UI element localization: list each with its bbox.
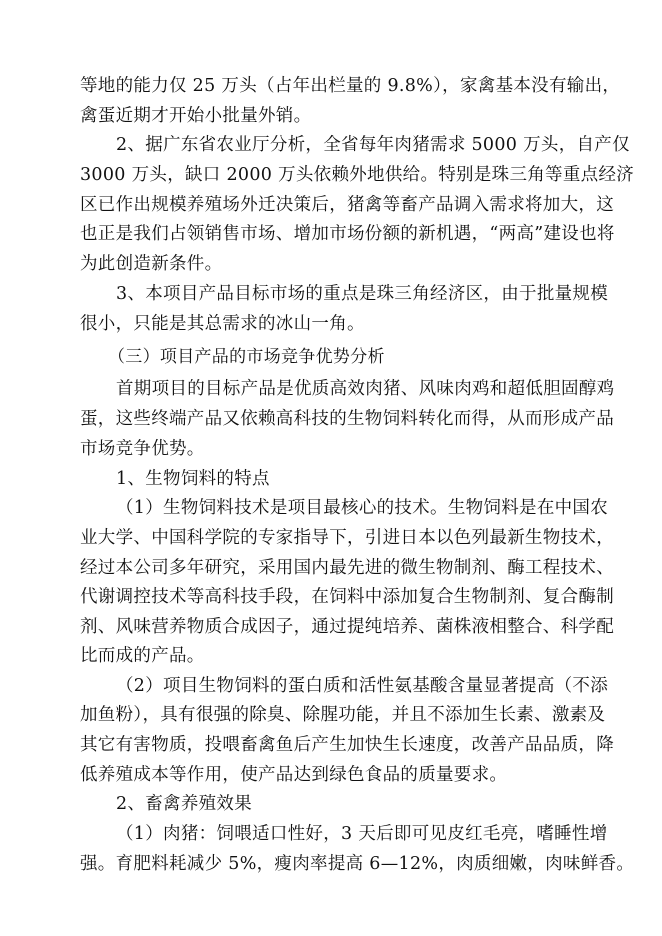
- text-line-8: 3、本项目产品目标市场的重点是珠三角经济区，由于批量规模: [116, 284, 609, 304]
- text-line-23: 其它有害物质，投喂畜禽鱼后产生加快生长速度，改善产品品质，降: [80, 735, 614, 755]
- text-line-22: 加鱼粉），具有很强的除臭、除腥功能，并且不添加生长素、激素及: [80, 705, 606, 725]
- text-line-7: 为此创造新条件。: [80, 254, 223, 274]
- text-line-26: （1）肉猪：饲喂适口性好，3 天后即可见皮红毛亮，嗜睡性增: [116, 824, 608, 844]
- text-line-6: 也正是我们占领销售市场、增加市场份额的新机遇，“两高”建设也将: [80, 224, 615, 244]
- text-line-16: 业大学、中国科学院的专家指导下，引进日本以色列最新生物技术，: [80, 528, 614, 548]
- subheading-breeding-effect: 2、畜禽养殖效果: [116, 794, 253, 814]
- text-line-5: 区已作出规模养殖场外迁决策后，猪禽等畜产品调入需求将加大，这: [80, 195, 614, 215]
- text-line-17: 经过本公司多年研究，采用国内最先进的微生物制剂、酶工程技术、: [80, 558, 614, 578]
- text-line-18: 代谢调控技术等高科技手段，在饲料中添加复合生物制剂、复合酶制: [80, 587, 614, 607]
- subheading-feed-features: 1、生物饲料的特点: [116, 469, 270, 489]
- text-line-15: （1）生物饲料技术是项目最核心的技术。生物饲料是在中国农: [116, 498, 609, 518]
- text-line-2: 禽蛋近期才开始小批量外销。: [80, 106, 312, 126]
- text-line-1: 等地的能力仅 25 万头（占年出栏量的 9.8%），家禽基本没有输出，: [80, 76, 621, 96]
- section-heading: （三）项目产品的市场竞争优势分析: [108, 347, 385, 367]
- text-line-20: 比而成的产品。: [80, 646, 205, 666]
- text-line-19: 剂、风味营养物质合成因子，通过提纯培养、菌株液相整合、科学配: [80, 617, 614, 637]
- text-line-3: 2、据广东省农业厅分析，全省每年肉猪需求 5000 万头，自产仅: [116, 135, 630, 155]
- text-line-27: 强。育肥料耗减少 5%，瘦肉率提高 6—12%，肉质细嫩，肉味鲜香。: [80, 854, 635, 874]
- text-line-21: （2）项目生物饲料的蛋白质和活性氨基酸含量显著提高（不添: [116, 676, 609, 696]
- text-line-24: 低养殖成本等作用，使产品达到绿色食品的质量要求。: [80, 765, 508, 785]
- text-line-13: 市场竞争优势。: [80, 439, 205, 459]
- text-line-9: 很小，只能是其总需求的冰山一角。: [80, 314, 365, 334]
- text-line-11: 首期项目的目标产品是优质高效肉猪、风味肉鸡和超低胆固醇鸡: [116, 379, 615, 399]
- text-line-12: 蛋，这些终端产品又依赖高科技的生物饲料转化而得，从而形成产品: [80, 409, 614, 429]
- text-line-4: 3000 万头，缺口 2000 万头依赖外地供给。特别是珠三角等重点经济: [80, 165, 635, 185]
